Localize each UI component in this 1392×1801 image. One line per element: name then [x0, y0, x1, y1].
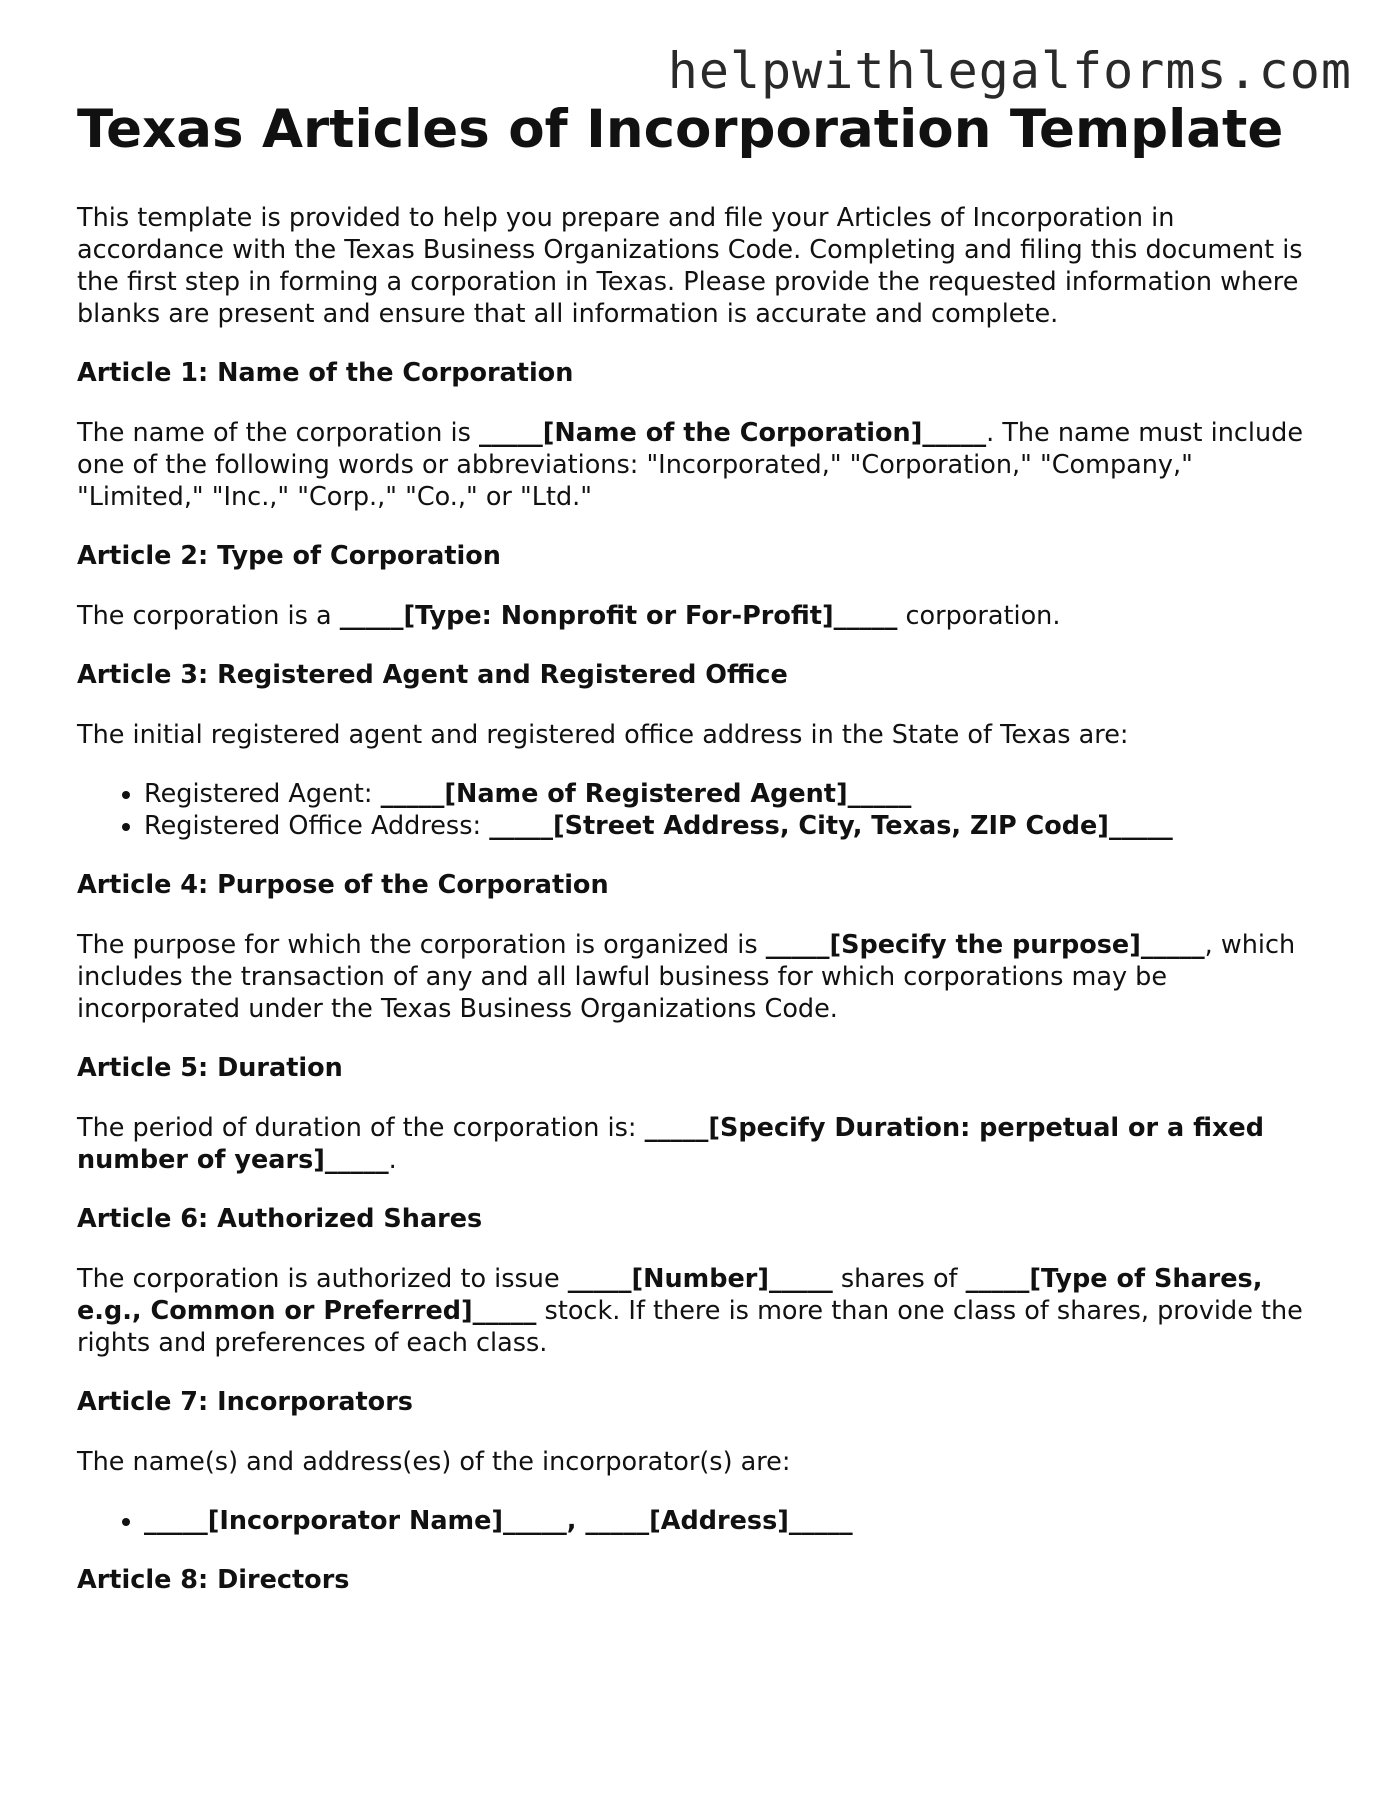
- list-item: [144, 810, 1307, 842]
- share-type-blank: _____[Type of Shares, e.g., Common or Preferred]_____: [77, 1264, 1263, 1326]
- article-7-heading: Article 7: Incorporators: [77, 1387, 413, 1417]
- incorporator-name-blank: _____[Incorporator Name]_____: [144, 1506, 567, 1536]
- document-page: [77, 98, 1307, 1624]
- purpose-blank: _____[Specify the purpose]_____: [765, 930, 1205, 960]
- article-4-post: , which includes the transaction of any and all lawful business for which corporations may be incorporated under the Texas Business Organizations Code.: [77, 930, 1296, 1024]
- article-3-heading: Article 3: Registered Agent and Registered Office: [77, 660, 788, 690]
- incorporator-address-blank: _____[Address]_____: [585, 1506, 853, 1536]
- article-8-heading: Article 8: Directors: [77, 1565, 350, 1595]
- corporation-name-blank: _____[Name of the Corporation]_____: [479, 418, 987, 448]
- article-2-pre: The corporation is a: [77, 601, 340, 631]
- document-title: Texas Articles of Incorporation Template: [77, 99, 1284, 160]
- list-item: [144, 1505, 1307, 1537]
- article-6-heading: Article 6: Authorized Shares: [77, 1204, 483, 1234]
- article-7-text: The name(s) and address(es) of the incorporator(s) are:: [77, 1447, 791, 1477]
- article-1-text: [77, 417, 1307, 513]
- share-number-blank: _____[Number]_____: [567, 1264, 833, 1294]
- registered-agent-blank: _____[Name of Registered Agent]_____: [380, 779, 912, 809]
- article-6-pre: The corporation is authorized to issue: [77, 1264, 568, 1294]
- article-6-text: [77, 1263, 1307, 1359]
- article-2-text: [77, 600, 1307, 632]
- article-4-text: [77, 929, 1307, 1025]
- incorporator-list: [77, 1505, 1307, 1537]
- intro-paragraph: This template is provided to help you prepare and file your Articles of Incorporation in accordance with the Texas Business Organizations Code. Completing and filing this document is the first step in forming a corporation in Texas. Please provide the requested information where blanks are present and ensure that all information is accurate and complete.: [77, 203, 1303, 329]
- duration-blank: _____[Specify Duration: perpetual or a fixed number of years]_____: [77, 1113, 1264, 1175]
- article-4-pre: The purpose for which the corporation is organized is: [77, 930, 766, 960]
- article-4-heading: Article 4: Purpose of the Corporation: [77, 870, 609, 900]
- registered-agent-list: [77, 778, 1307, 842]
- registered-office-label: Registered Office Address:: [144, 811, 490, 841]
- incorporator-separator: ,: [566, 1506, 586, 1536]
- registered-office-blank: _____[Street Address, City, Texas, ZIP Code]_____: [489, 811, 1173, 841]
- article-1-heading: Article 1: Name of the Corporation: [77, 358, 574, 388]
- article-1-pre: The name of the corporation is: [77, 418, 480, 448]
- article-5-pre: The period of duration of the corporation is:: [77, 1113, 645, 1143]
- site-watermark: helpwithlegalforms.com: [667, 42, 1352, 100]
- article-1-post: . The name must include one of the following words or abbreviations: "Incorporated," "Corporation," "Company," "Limited," "Inc.," "Corp.," "Co.," or "Ltd.": [77, 418, 1304, 512]
- article-6-mid: shares of: [832, 1264, 966, 1294]
- article-5-text: [77, 1112, 1307, 1176]
- article-2-post: corporation.: [897, 601, 1061, 631]
- article-2-heading: Article 2: Type of Corporation: [77, 541, 501, 571]
- article-5-post: .: [388, 1145, 397, 1175]
- article-6-post: stock. If there is more than one class of shares, provide the rights and preferences of each class.: [77, 1296, 1303, 1358]
- corporation-type-blank: _____[Type: Nonprofit or For-Profit]_____: [339, 601, 898, 631]
- registered-agent-label: Registered Agent:: [144, 779, 381, 809]
- article-5-heading: Article 5: Duration: [77, 1053, 343, 1083]
- list-item: [144, 778, 1307, 810]
- article-3-text: The initial registered agent and registered office address in the State of Texas are:: [77, 720, 1129, 750]
